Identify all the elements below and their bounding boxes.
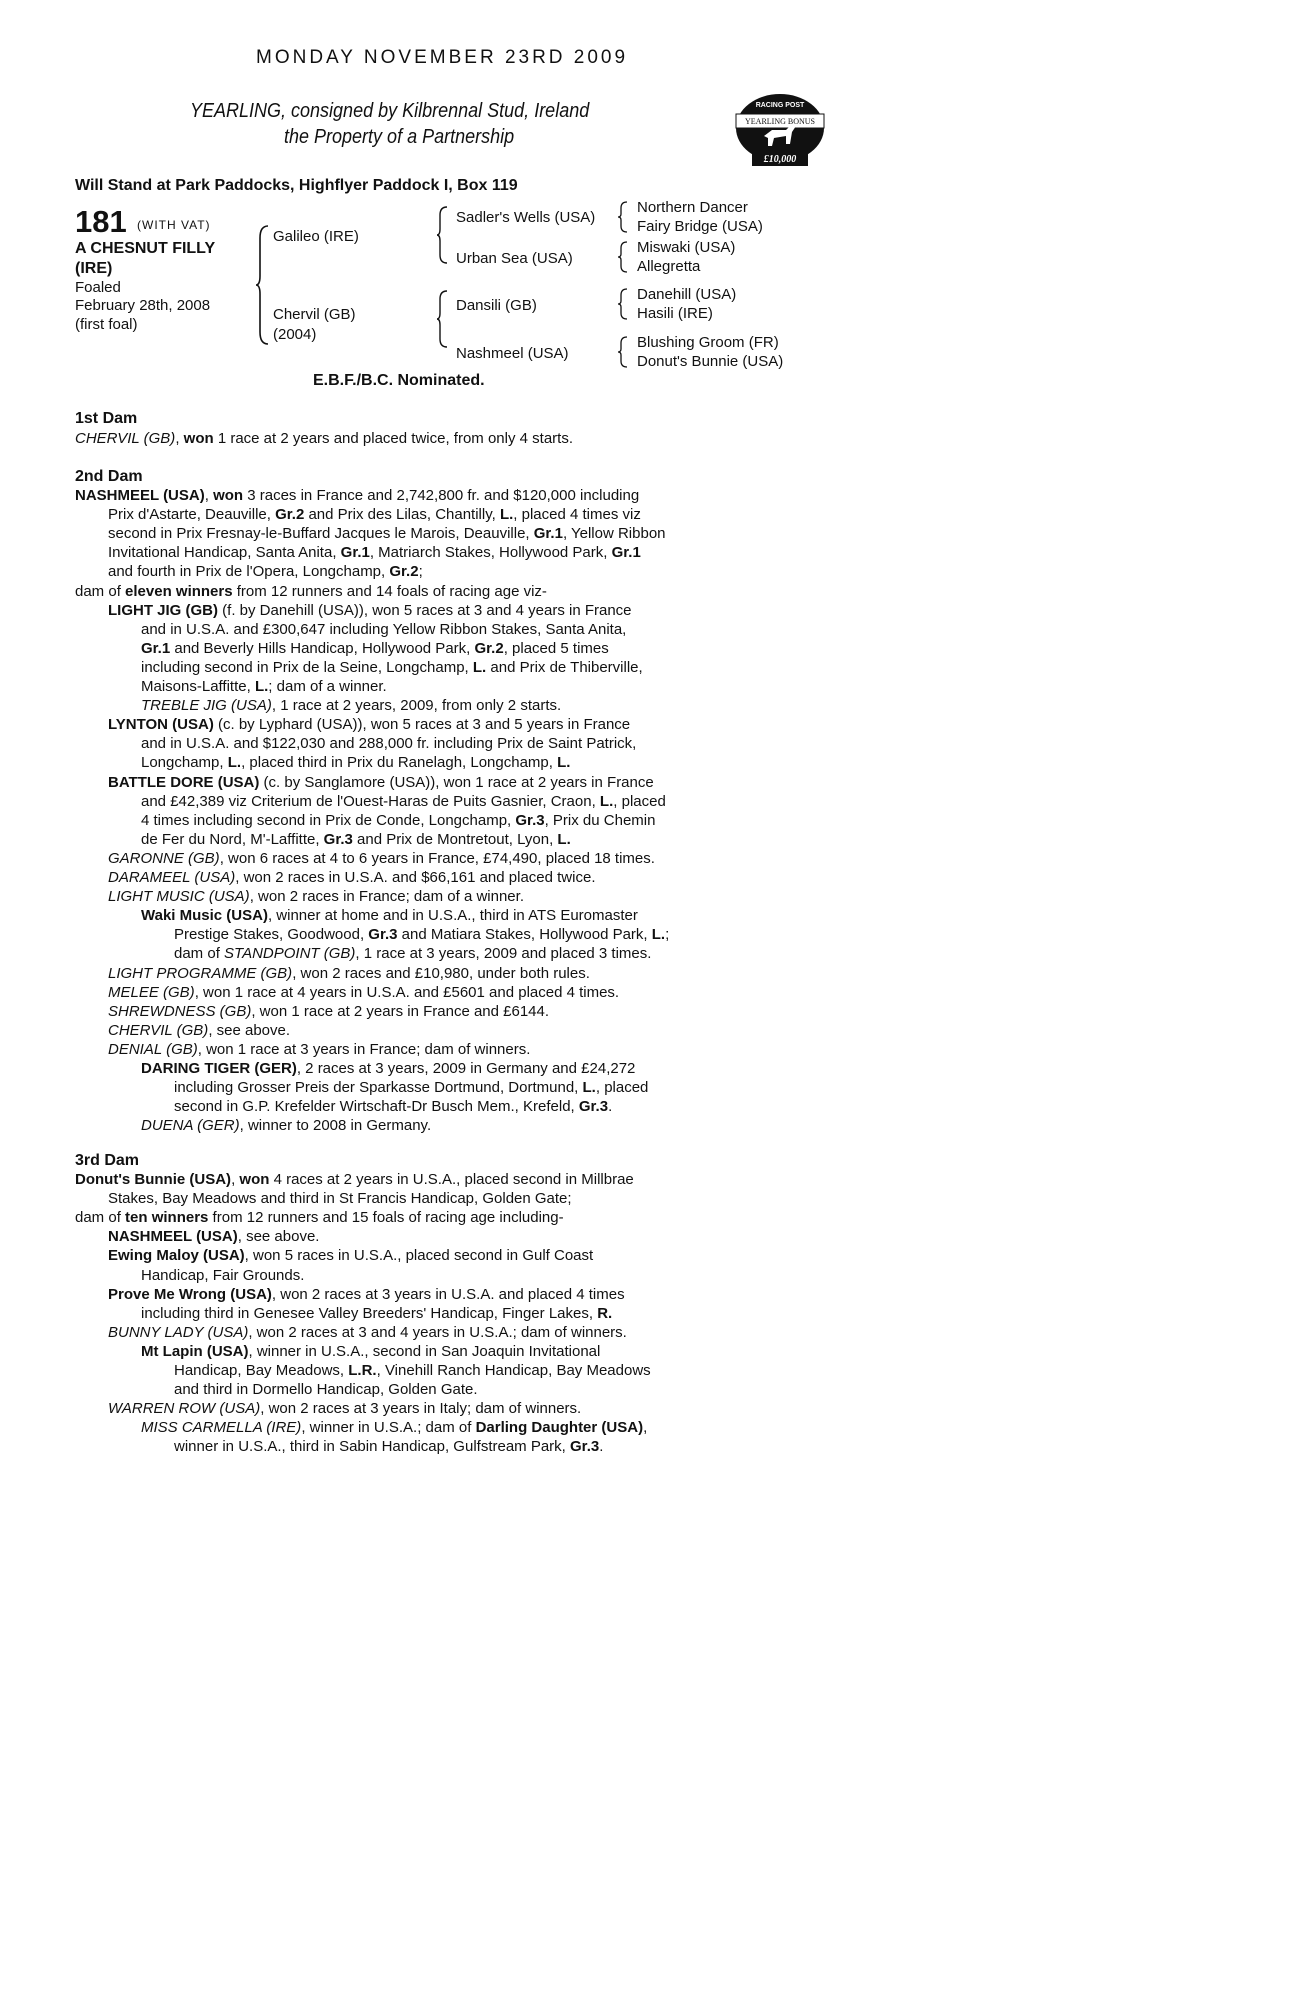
second-dam-line xyxy=(108,1003,549,1020)
third-dam-text: and third in Dormello Handicap, Golden Gate. xyxy=(174,1381,478,1399)
second-dam-italic-text: STANDPOINT (GB) xyxy=(224,945,356,963)
property-line: the Property of a Partnership xyxy=(284,126,515,148)
second-dam-text: , won 6 races at 4 to 6 years in France, £74,490, placed 18 times. xyxy=(219,849,655,867)
third-dam-line xyxy=(108,1247,593,1264)
second-dam-bold-text: Gr.2 xyxy=(474,639,504,657)
first-dam-text: 1 race at 2 years and placed twice, from only 4 starts. xyxy=(213,430,573,447)
second-dam-bold-text: Gr.1 xyxy=(340,544,370,562)
third-dam-line xyxy=(174,1381,478,1398)
second-dam-text: , placed xyxy=(595,1079,649,1097)
third-dam-text: Stakes, Bay Meadows and third in St Francis Handicap, Golden Gate; xyxy=(108,1190,572,1208)
third-dam-text: , see above. xyxy=(237,1228,320,1246)
second-dam-text: second in G.P. Krefelder Wirtschaft-Dr Busch Mem., Krefeld, xyxy=(174,1098,579,1116)
second-dam-line xyxy=(108,1022,290,1039)
third-dam-text: including third in Genesee Valley Breeders' Handicap, Finger Lakes, xyxy=(141,1304,598,1322)
pedigree-brace-sire xyxy=(437,205,449,265)
second-dam-text: , 1 race at 2 years, 2009, from only 2 starts. xyxy=(271,697,562,715)
lot-country: (IRE) xyxy=(75,260,113,277)
lot-number: 181 xyxy=(75,204,127,239)
second-dam-bold-text: Gr.3 xyxy=(578,1098,609,1116)
third-dam-bold-text: ten winners xyxy=(125,1209,209,1227)
pedigree-sire: Galileo (IRE) xyxy=(273,228,359,245)
third-dam-line xyxy=(108,1190,572,1207)
third-dam-bold-text: Donut's Bunnie (USA) xyxy=(75,1171,232,1188)
third-dam-line xyxy=(141,1267,304,1284)
pedigree-ds-dam: Hasili (IRE) xyxy=(637,305,713,322)
second-dam-italic-text: TREBLE JIG (USA) xyxy=(141,697,272,715)
third-dam-text: Handicap, Fair Grounds. xyxy=(141,1266,305,1284)
second-dam-text: Invitational Handicap, Santa Anita, xyxy=(108,544,341,562)
second-dam-line xyxy=(108,774,654,791)
second-dam-text: , won 1 race at 4 years in U.S.A. and £5601 and placed 4 times. xyxy=(194,983,620,1001)
badge-top-text: RACING POST xyxy=(755,102,805,109)
second-dam-line xyxy=(75,583,547,600)
second-dam-line xyxy=(108,602,632,619)
second-dam-bold-text: eleven winners xyxy=(125,582,233,600)
second-dam-text: , Matriarch Stakes, Hollywood Park, xyxy=(369,544,612,562)
second-dam-bold-text: Gr.2 xyxy=(275,506,305,524)
third-dam-text: , xyxy=(643,1419,648,1437)
second-dam-bold-text: DARING TIGER (GER) xyxy=(141,1060,297,1077)
second-dam-text: , won 2 races and £10,980, under both rules. xyxy=(292,964,590,982)
pedigree-sd-sire: Miswaki (USA) xyxy=(637,239,736,256)
second-dam-line xyxy=(108,984,619,1001)
pedigree-sire-dam: Urban Sea (USA) xyxy=(456,250,573,267)
second-dam-bold-text: L. xyxy=(499,506,514,524)
third-dam-heading: 3rd Dam xyxy=(75,1152,140,1169)
pedigree-brace-dd xyxy=(618,335,628,369)
second-dam-bold-text: L. xyxy=(599,792,614,810)
foal-note: (first foal) xyxy=(75,316,138,333)
second-dam-text: ; xyxy=(418,563,423,581)
second-dam-bold-text: Waki Music (USA) xyxy=(141,907,268,925)
second-dam-text: , placed xyxy=(613,792,666,810)
first-dam-heading: 1st Dam xyxy=(75,410,138,427)
second-dam-text: , won 2 races in France; dam of a winner. xyxy=(249,888,524,906)
second-dam-line xyxy=(108,716,630,733)
third-dam-text: dam of xyxy=(75,1209,126,1227)
third-dam-line xyxy=(108,1324,627,1341)
second-dam-text: and Prix de Montretout, Lyon, xyxy=(352,830,558,848)
third-dam-line xyxy=(141,1419,647,1436)
second-dam-line xyxy=(141,621,626,638)
foaled-label: Foaled xyxy=(75,279,121,296)
second-dam-bold-text: Gr.3 xyxy=(515,811,545,829)
pedigree-brace-dam xyxy=(437,289,449,349)
second-dam-bold-text: L. xyxy=(557,830,571,848)
third-dam-text: , won 2 races at 3 years in Italy; dam of winners. xyxy=(260,1400,582,1418)
second-dam-text: 4 times including second in Prix de Conde, Longchamp, xyxy=(141,811,516,829)
sale-date: MONDAY NOVEMBER 23RD 2009 xyxy=(256,47,629,68)
first-dam-name: CHERVIL (GB) xyxy=(75,430,176,447)
second-dam-text: and in U.S.A. and £300,647 including Yellow Ribbon Stakes, Santa Anita, xyxy=(141,620,627,638)
third-dam-text: , won 2 races at 3 years in U.S.A. and placed 4 times xyxy=(271,1285,625,1303)
second-dam-text: and £42,389 viz Criterium de l'Ouest-Haras de Puits Gasnier, Craon, xyxy=(141,792,600,810)
second-dam-bold-text: Gr.1 xyxy=(533,525,563,543)
third-dam-bold-text: Ewing Maloy (USA) xyxy=(108,1247,245,1265)
second-dam-line xyxy=(108,506,641,523)
third-dam-text: , winner in U.S.A., second in San Joaquin Invitational xyxy=(248,1342,601,1360)
pedigree-dam-year: (2004) xyxy=(273,326,317,343)
second-dam-text: (c. by Sanglamore (USA)), won 1 race at 2 years in France xyxy=(259,773,654,791)
second-dam-italic-text: LIGHT PROGRAMME (GB) xyxy=(108,964,293,982)
pedigree-brace-ds xyxy=(618,287,628,321)
second-dam-bold-text: L. xyxy=(227,754,242,772)
second-dam-bold-text: NASHMEEL (USA) xyxy=(75,487,205,504)
second-dam-line xyxy=(141,907,638,924)
third-dam-text: , xyxy=(231,1171,240,1188)
second-dam-text: and Prix des Lilas, Chantilly, xyxy=(304,506,500,524)
second-dam-italic-text: LIGHT MUSIC (USA) xyxy=(108,888,250,906)
second-dam-text: (c. by Lyphard (USA)), won 5 races at 3 and 5 years in France xyxy=(213,716,631,734)
second-dam-italic-text: DARAMEEL (USA) xyxy=(108,869,236,886)
second-dam-text: , winner at home and in U.S.A., third in ATS Euromaster xyxy=(267,907,638,925)
second-dam-line xyxy=(141,754,570,771)
pedigree-ds-sire: Danehill (USA) xyxy=(637,286,737,303)
second-dam-bold-text: L. xyxy=(557,754,571,772)
lot-description: A CHESNUT FILLY xyxy=(75,240,216,257)
second-dam-line xyxy=(174,926,669,943)
second-dam-italic-text: CHERVIL (GB) xyxy=(108,1021,209,1039)
third-dam-bold-text: NASHMEEL (USA) xyxy=(108,1228,238,1246)
second-dam-italic-text: GARONNE (GB) xyxy=(108,849,220,867)
second-dam-line xyxy=(174,1079,648,1096)
third-dam-bold-text: R. xyxy=(597,1304,613,1322)
third-dam-bold-text: Gr.3 xyxy=(570,1438,600,1456)
second-dam-bold-text: Gr.3 xyxy=(323,830,353,848)
third-dam-bold-text: Mt Lapin (USA) xyxy=(141,1342,249,1360)
second-dam-text: including second in Prix de la Seine, Longchamp, xyxy=(141,658,473,676)
pedigree-sire-sire: Sadler's Wells (USA) xyxy=(456,209,596,226)
second-dam-text: (f. by Danehill (USA)), won 5 races at 3 and 4 years in France xyxy=(218,601,632,619)
second-dam-line xyxy=(141,640,609,657)
second-dam-text: ; dam of a winner. xyxy=(268,678,387,695)
second-dam-line xyxy=(141,1117,431,1134)
second-dam-text: Prestige Stakes, Goodwood, xyxy=(174,926,369,944)
third-dam-text: from 12 runners and 15 foals of racing age including- xyxy=(208,1209,564,1227)
third-dam-line xyxy=(108,1228,319,1245)
second-dam-bold-text: L. xyxy=(472,658,487,676)
second-dam-heading: 2nd Dam xyxy=(75,468,143,485)
third-dam-text: , won 2 races at 3 and 4 years in U.S.A.; dam of winners. xyxy=(248,1323,627,1341)
third-dam-line xyxy=(174,1362,651,1379)
second-dam-line xyxy=(108,850,655,867)
third-dam-text: . xyxy=(599,1438,604,1456)
second-dam-line xyxy=(108,525,666,542)
second-dam-line xyxy=(174,1098,612,1115)
second-dam-line xyxy=(141,735,636,752)
second-dam-line xyxy=(108,965,590,982)
third-dam-bold-text: L.R. xyxy=(348,1362,377,1379)
second-dam-line xyxy=(108,869,596,886)
foaled-date: February 28th, 2008 xyxy=(75,297,211,314)
second-dam-text: , won 1 race at 2 years in France and £6144. xyxy=(251,1002,550,1020)
second-dam-bold-text: BATTLE DORE (USA) xyxy=(108,773,260,791)
third-dam-line xyxy=(141,1343,600,1360)
second-dam-text: , placed 4 times viz xyxy=(513,506,641,524)
second-dam-text: and Matiara Stakes, Hollywood Park, xyxy=(397,926,652,944)
second-dam-line xyxy=(141,812,655,829)
pedigree-dd-dam: Donut's Bunnie (USA) xyxy=(637,353,784,370)
second-dam-line xyxy=(108,544,641,561)
second-dam-bold-text: L. xyxy=(254,678,269,695)
second-dam-bold-text: Gr.2 xyxy=(389,563,419,581)
pedigree-dam-sire: Dansili (GB) xyxy=(456,297,537,314)
second-dam-bold-text: L. xyxy=(651,926,666,944)
third-dam-text: winner in U.S.A., third in Sabin Handicap, Gulfstream Park, xyxy=(174,1438,571,1456)
third-dam-bold-text: Darling Daughter (USA) xyxy=(475,1419,644,1437)
pedigree-sd-dam: Allegretta xyxy=(637,258,701,275)
second-dam-bold-text: Gr.3 xyxy=(368,926,398,944)
second-dam-bold-text: won xyxy=(213,487,244,504)
second-dam-text: dam of xyxy=(75,582,126,600)
badge-amount-text: £10,000 xyxy=(763,154,797,165)
pedigree-brace-ss xyxy=(618,200,628,234)
second-dam-text: , won 1 race at 3 years in France; dam of winners. xyxy=(197,1040,531,1058)
third-dam-line xyxy=(108,1400,581,1417)
second-dam-line xyxy=(141,678,387,695)
third-dam-text: , won 5 races in U.S.A., placed second in Gulf Coast xyxy=(244,1247,594,1265)
second-dam-text: Prix d'Astarte, Deauville, xyxy=(108,506,276,524)
third-dam-line xyxy=(75,1209,564,1226)
second-dam-text: and Prix de Thiberville, xyxy=(486,658,643,676)
third-dam-italic-text: MISS CARMELLA (IRE) xyxy=(141,1419,302,1437)
second-dam-text: , Prix du Chemin xyxy=(544,811,656,829)
second-dam-line xyxy=(75,487,639,504)
second-dam-text: and in U.S.A. and $122,030 and 288,000 fr. including Prix de Saint Patrick, xyxy=(141,735,637,753)
bonus-badge-icon xyxy=(732,92,828,168)
second-dam-italic-text: SHREWDNESS (GB) xyxy=(108,1002,252,1020)
second-dam-text: Maisons-Laffitte, xyxy=(141,678,255,695)
second-dam-bold-text: LIGHT JIG (GB) xyxy=(108,601,218,619)
pedigree-ss-dam: Fairy Bridge (USA) xyxy=(637,218,763,235)
second-dam-text: de Fer du Nord, M'-Laffitte, xyxy=(141,830,324,848)
nomination-note: E.B.F./B.C. Nominated. xyxy=(313,372,485,389)
pedigree-brace-sd xyxy=(618,240,628,274)
third-dam-line xyxy=(75,1171,634,1188)
second-dam-text: and fourth in Prix de l'Opera, Longchamp, xyxy=(108,563,390,581)
second-dam-line xyxy=(108,888,524,905)
pedigree-dam-dam: Nashmeel (USA) xyxy=(456,345,569,362)
second-dam-text: from 12 runners and 14 foals of racing age viz- xyxy=(232,582,547,600)
pedigree-dam: Chervil (GB) xyxy=(273,306,356,323)
third-dam-text: 4 races at 2 years in U.S.A., placed second in Millbrae xyxy=(269,1171,634,1188)
second-dam-italic-text: DENIAL (GB) xyxy=(108,1040,198,1058)
second-dam-bold-text: Gr.1 xyxy=(141,639,171,657)
second-dam-line xyxy=(141,831,571,848)
second-dam-line xyxy=(141,793,666,810)
third-dam-bold-text: won xyxy=(239,1171,270,1188)
second-dam-line xyxy=(141,697,561,714)
first-dam-line: CHERVIL (GB), won 1 race at 2 years and placed twice, from only 4 starts. xyxy=(75,430,573,447)
third-dam-line xyxy=(141,1305,612,1322)
third-dam-italic-text: BUNNY LADY (USA) xyxy=(108,1323,249,1341)
second-dam-bold-text: Gr.1 xyxy=(611,544,641,562)
second-dam-text: ; xyxy=(665,926,670,944)
third-dam-line xyxy=(108,1286,625,1303)
second-dam-text: , see above. xyxy=(208,1021,291,1039)
second-dam-text: . xyxy=(608,1098,613,1116)
third-dam-text: Handicap, Bay Meadows, xyxy=(174,1362,349,1379)
second-dam-text: , 2 races at 3 years, 2009 in Germany and £24,272 xyxy=(296,1060,636,1077)
third-dam-bold-text: Prove Me Wrong (USA) xyxy=(108,1285,272,1303)
pedigree-ss-sire: Northern Dancer xyxy=(637,199,748,216)
second-dam-line xyxy=(141,1060,635,1077)
consignor-line: YEARLING, consigned by Kilbrennal Stud, Ireland xyxy=(190,100,590,122)
pedigree-dd-sire: Blushing Groom (FR) xyxy=(637,334,779,351)
third-dam-text: , Vinehill Ranch Handicap, Bay Meadows xyxy=(376,1362,651,1379)
second-dam-text: , placed third in Prix du Ranelagh, Longchamp, xyxy=(241,754,558,772)
second-dam-text: , Yellow Ribbon xyxy=(562,525,666,543)
third-dam-line xyxy=(174,1438,603,1455)
stand-location: Will Stand at Park Paddocks, Highflyer Paddock I, Box 119 xyxy=(75,177,518,194)
pedigree-brace-main xyxy=(256,224,272,346)
second-dam-text: including Grosser Preis der Sparkasse Dortmund, Dortmund, xyxy=(174,1079,583,1097)
second-dam-bold-text: LYNTON (USA) xyxy=(108,716,214,734)
second-dam-text: 3 races in France and 2,742,800 fr. and $120,000 including xyxy=(243,487,640,504)
yearling-bonus-badge xyxy=(732,92,828,173)
second-dam-line xyxy=(174,945,651,962)
second-dam-text: dam of xyxy=(174,945,225,963)
badge-mid-text: YEARLING BONUS xyxy=(745,117,815,126)
second-dam-text: , placed 5 times xyxy=(503,639,609,657)
second-dam-bold-text: L. xyxy=(582,1079,596,1097)
second-dam-italic-text: MELEE (GB) xyxy=(108,983,195,1001)
second-dam-line xyxy=(108,563,423,580)
second-dam-text: Longchamp, xyxy=(141,754,228,772)
third-dam-text: , winner in U.S.A.; dam of xyxy=(301,1419,476,1437)
second-dam-italic-text: DUENA (GER) xyxy=(141,1117,240,1135)
second-dam-text: second in Prix Fresnay-le-Buffard Jacques le Marois, Deauville, xyxy=(108,525,534,543)
third-dam-italic-text: WARREN ROW (USA) xyxy=(108,1400,261,1418)
second-dam-text: and Beverly Hills Handicap, Hollywood Park, xyxy=(170,639,475,657)
second-dam-line xyxy=(108,1041,530,1058)
second-dam-text: , 1 race at 3 years, 2009 and placed 3 times. xyxy=(355,945,652,963)
second-dam-line xyxy=(141,659,643,676)
second-dam-text: , winner to 2008 in Germany. xyxy=(239,1117,432,1135)
vat-note: (WITH VAT) xyxy=(137,218,211,232)
second-dam-text: , won 2 races in U.S.A. and $66,161 and placed twice. xyxy=(235,869,596,886)
first-dam-won: won xyxy=(183,430,214,447)
second-dam-text: , xyxy=(204,487,214,504)
